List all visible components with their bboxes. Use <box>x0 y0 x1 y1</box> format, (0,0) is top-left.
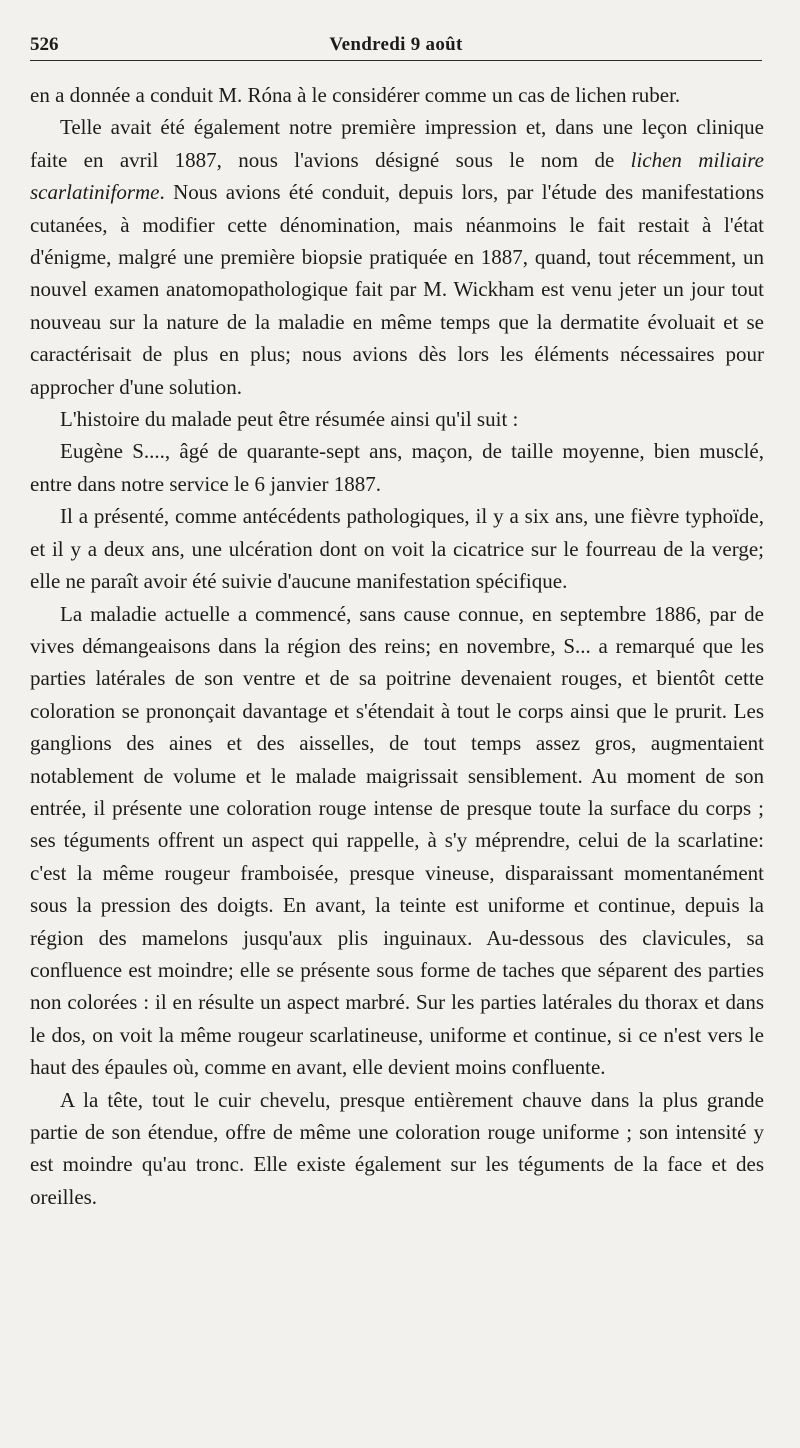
paragraph <box>30 1084 764 1214</box>
page-header <box>30 30 762 61</box>
paragraph <box>30 598 764 1084</box>
paragraph <box>30 500 764 597</box>
paragraph <box>30 79 764 111</box>
body-text <box>30 79 770 1213</box>
paragraph <box>30 111 764 403</box>
page-number: 526 <box>30 34 59 55</box>
paragraph <box>30 403 764 435</box>
italic-term: lichen miliaire scarlatiniforme <box>30 147 765 205</box>
paragraph-text: A la tête, tout le cuir chevelu, presque entièrement chauve dans la plus grande partie de son étendue, offre de même une coloration rouge uniforme ; son intensité y est moindre qu'au tronc. Elle existe également sur les téguments de la face et des oreilles. <box>30 1087 764 1209</box>
paragraph-text: Il a présenté, comme antécédents pathologiques, il y a six ans, une fièvre typhoïde, et il y a deux ans, une ulcération dont on voit la cicatrice sur le fourreau de la verge; elle ne paraît avoir été suivie d'aucune manifestation spécifique. <box>30 504 764 594</box>
running-head: Vendredi 9 août <box>329 34 463 55</box>
paragraph-text: Eugène S...., âgé de quarante-sept ans, maçon, de taille moyenne, bien musclé, entre dans notre service le 6 janvier 1887. <box>30 439 764 496</box>
paragraph-text: . Nous avions été conduit, depuis lors, par l'étude des manifestations cutanées, à modifier cette dénomination, mais néanmoins le fait restait à l'état d'énigme, malgré une première biopsie pratiquée en 1887, quand, tout récemment, un nouvel examen anatomopathologique fait par M. Wickham est venu jeter un jour tout nouveau sur la nature de la maladie en même temps que la dermatite évoluait et se caractérisait de plus en plus; nous avions dès lors les éléments nécessaires pour approcher d'une solution. <box>30 180 764 399</box>
paragraph-text: en a donnée a conduit M. Róna à le considérer comme un cas de lichen ruber. <box>30 83 681 107</box>
paragraph-text: L'histoire du malade peut être résumée ainsi qu'il suit : <box>60 407 519 432</box>
paragraph-text: La maladie actuelle a commencé, sans cause connue, en septembre 1886, par de vives démangeaisons dans la région des reins; en novembre, S... a remarqué que les parties latérales de son ventre et de sa poitrine devenaient rouges, et bientôt cette coloration se prononçait davantage et s'étendait à tout le corps ainsi que le prurit. Les ganglions des aines et des aisselles, de tout temps assez gros, augmentaient notablement de volume et le malade maigrissait sensiblement. Au moment de son entrée, il présente une coloration rouge intense de presque toute la surface du corps ; ses téguments offrent un aspect qui rappelle, à s'y méprendre, celui de la scarlatine: c'est la même rougeur framboisée, presque vineuse, disparaissant momentanément sous la pression des doigts. En avant, la teinte est uniforme et continue, depuis la région des mamelons jusqu'aux plis inguinaux. Au-dessous des clavicules, sa confluence est moindre; elle se présente sous forme de taches que séparent des parties non colorées : il en résulte un aspect marbré. Sur les parties latérales du thorax et dans le dos, on voit la même rougeur scarlatineuse, uniforme et continue, si ce n'est vers le haut des épaules où, comme en avant, elle devient moins confluente. <box>30 601 764 1080</box>
paragraph <box>30 435 764 500</box>
paragraph-text: Telle avait été également notre première impression et, dans une leçon clinique faite en avril 1887, nous l'avions désigné sous le nom de <box>30 115 764 172</box>
